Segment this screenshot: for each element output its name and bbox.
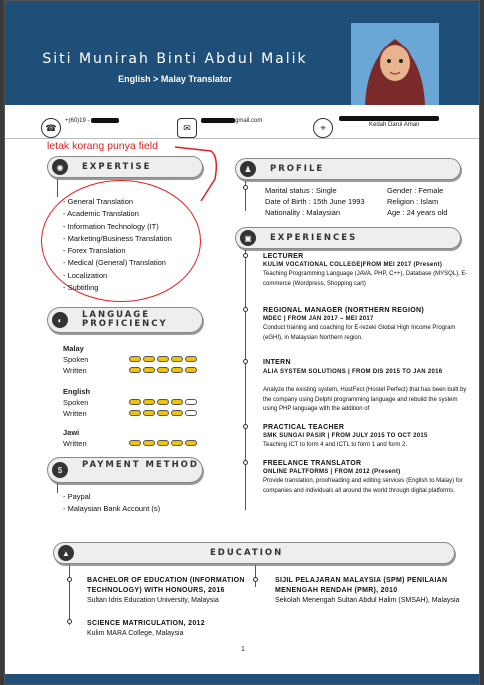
- proficiency-pill-filled: [129, 367, 141, 373]
- skill-label: Written: [63, 439, 87, 448]
- proficiency-pill-filled: [143, 356, 155, 362]
- skill-bar: [129, 440, 197, 446]
- profile-field: Religion : Islam: [387, 197, 439, 206]
- expertise-title: EXPERTISE: [82, 162, 152, 172]
- briefcase-icon: ▣: [240, 230, 256, 246]
- experience-title: FREELANCE TRANSLATOR: [263, 460, 362, 467]
- proficiency-pill-filled: [171, 440, 183, 446]
- proficiency-pill-filled: [157, 440, 169, 446]
- email-suffix: gmail.com: [235, 118, 263, 125]
- expertise-list: [63, 196, 172, 294]
- footer-bar: [5, 674, 480, 685]
- experience-org: MDEC | FROM JAN 2017 – MEI 2017: [263, 316, 374, 322]
- profile-field: Gender : Female: [387, 186, 444, 195]
- language-name: English: [63, 387, 91, 396]
- expertise-item: - Forex Translation: [63, 246, 126, 256]
- skill-bar: [129, 356, 197, 362]
- section-experiences: [235, 227, 461, 249]
- section-expertise: [47, 156, 203, 178]
- education-org: Kulim MARA College, Malaysia: [87, 630, 184, 637]
- expertise-item: - Information Technology (IT): [63, 221, 159, 231]
- profile-left: [265, 185, 365, 218]
- timeline-dot: [243, 359, 248, 364]
- timeline-dot: [243, 424, 248, 429]
- timeline-dot: [243, 460, 248, 465]
- experience-title: LECTURER: [263, 253, 304, 260]
- timeline-dot: [243, 185, 248, 190]
- experience-org: KULIM VOCATIONAL COLLEGE|FROM MEI 2017 (Present): [263, 262, 443, 268]
- proficiency-pill-filled: [171, 367, 183, 373]
- timeline-dot: [243, 253, 248, 258]
- experience-desc: Teaching ICT to form 4 and ICTL to form 1 and form 2.: [263, 442, 408, 448]
- proficiency-pill-filled: [185, 356, 197, 362]
- timeline-dot: [67, 619, 72, 624]
- wallet-icon: $: [52, 462, 68, 478]
- proficiency-pill-filled: [143, 410, 155, 416]
- section-payment: [47, 457, 203, 483]
- language-name: Malay: [63, 344, 84, 353]
- education-title: EDUCATION: [210, 548, 284, 558]
- proficiency-pill-filled: [171, 410, 183, 416]
- lightbulb-icon: ◉: [52, 159, 68, 175]
- proficiency-pill-filled: [143, 440, 155, 446]
- section-education: [53, 542, 455, 564]
- experience-org: SMK SUNGAI PASIR | FROM JULY 2015 TO OCT 2015: [263, 433, 428, 439]
- expertise-item: - Localization: [63, 270, 108, 280]
- payment-title: PAYMENT METHOD: [82, 460, 199, 470]
- skill-bar: [129, 399, 197, 405]
- proficiency-pill-filled: [129, 399, 141, 405]
- profile-title: PROFILE: [270, 164, 325, 174]
- profile-field: Marital status : Single: [265, 186, 337, 195]
- proficiency-pill-filled: [129, 440, 141, 446]
- resume-page: [4, 0, 480, 685]
- payment-list: [63, 491, 160, 516]
- skill-label: Spoken: [63, 355, 89, 364]
- phone-icon: ☎: [41, 118, 61, 138]
- proficiency-pill-filled: [143, 399, 155, 405]
- skill-bar: [129, 410, 197, 416]
- experience-title: REGIONAL MANAGER (NORTHERN REGION): [263, 307, 424, 314]
- language-icon: ◐: [52, 312, 68, 328]
- proficiency-pill-empty: [185, 399, 197, 405]
- proficiency-pill-filled: [171, 399, 183, 405]
- timeline-line: [245, 250, 246, 510]
- annotation-note: letak korang punya field: [47, 140, 158, 152]
- language-name: Jawi: [63, 428, 80, 437]
- timeline-line: [57, 483, 58, 493]
- page-number: 1: [241, 646, 245, 653]
- proficiency-pill-filled: [171, 356, 183, 362]
- proficiency-pill-filled: [129, 410, 141, 416]
- expertise-item: - Academic Translation: [63, 209, 139, 219]
- person-icon: ♟: [240, 161, 256, 177]
- expertise-item: - General Translation: [63, 197, 134, 206]
- experience-title: INTERN: [263, 359, 291, 366]
- education-org: Sekolah Menengah Sultan Abdul Halim (SMSAH), Malaysia: [275, 597, 460, 604]
- timeline-dot: [243, 307, 248, 312]
- education-title-item: SCIENCE MATRICULATION, 2012: [87, 620, 205, 627]
- expertise-item: - Medical (General) Translation: [63, 258, 166, 268]
- payment-item: - Paypal: [63, 492, 91, 501]
- candidate-name: Siti Munirah Binti Abdul Malik: [42, 51, 308, 67]
- expertise-item: - Marketing/Business Translation: [63, 233, 172, 243]
- profile-field: Date of Birth : 15th June 1993: [265, 197, 365, 206]
- experience-org: ONLINE PALTFORMS | FROM 2012 (Present): [263, 469, 401, 475]
- section-language: [47, 307, 203, 333]
- skill-bar: [129, 367, 197, 373]
- proficiency-pill-empty: [185, 410, 197, 416]
- experience-desc: Conduct training and coaching for E-rezeki Global High Income Program (eGHI), in Malaysian Northern region.: [263, 325, 456, 341]
- payment-item: - Malaysian Bank Account (s): [63, 504, 161, 514]
- skill-label: Written: [63, 366, 87, 375]
- profile-field: Age : 24 years old: [387, 208, 448, 217]
- candidate-subtitle: English > Malay Translator: [118, 74, 232, 84]
- experiences-title: EXPERIENCES: [270, 233, 358, 243]
- proficiency-pill-filled: [157, 367, 169, 373]
- profile-field: Nationality : Malaysian: [265, 208, 341, 217]
- experience-desc: Analyze the existing system, HostFect (Hostel Perfect) that has been built by the company using Delphi programming language and rebuild the system using PHP language with the addition of: [263, 387, 467, 412]
- phone-prefix: +(60)19 -: [65, 118, 90, 125]
- proficiency-pill-filled: [129, 356, 141, 362]
- proficiency-pill-filled: [143, 367, 155, 373]
- proficiency-pill-filled: [157, 399, 169, 405]
- proficiency-pill-filled: [185, 440, 197, 446]
- experience-title: PRACTICAL TEACHER: [263, 424, 345, 431]
- proficiency-pill-filled: [157, 356, 169, 362]
- skill-label: Spoken: [63, 398, 89, 407]
- experience-desc: Teaching Programming Language (JAVA, PHP, C++), Database (MYSQL), E-commerce (Wordpress, Shopping cart): [263, 271, 468, 287]
- education-title-item: BACHELOR OF EDUCATION (INFORMATION TECHNOLOGY) WITH HONOURS, 2016: [87, 577, 245, 594]
- timeline-line: [57, 179, 58, 197]
- timeline-dot: [253, 577, 258, 582]
- proficiency-pill-filled: [185, 367, 197, 373]
- address-tail: Kedah Darul Aman: [369, 122, 420, 129]
- experience-org: ALIA SYSTEM SOLUTIONS | FROM DIS 2015 TO JAN 2016: [263, 369, 443, 375]
- experience-desc: Provide translation, proofreading and editing services (English to Malay) for companies and individuals all around the world through digital platforms.: [263, 478, 463, 494]
- timeline-line: [69, 565, 70, 625]
- location-icon: ⌖: [313, 118, 333, 138]
- skill-label: Written: [63, 409, 87, 418]
- section-profile: [235, 158, 461, 180]
- language-title: LANGUAGE PROFICIENCY: [82, 310, 168, 329]
- education-title-item: SIJIL PELAJARAN MALAYSIA (SPM) PENILAIAN MENENGAH RENDAH (PMR), 2010: [275, 577, 448, 594]
- proficiency-pill-filled: [157, 410, 169, 416]
- graduation-cap-icon: ▲: [58, 545, 74, 561]
- email-icon: ✉: [177, 118, 197, 138]
- expertise-item: - Subtitling: [63, 283, 99, 293]
- timeline-dot: [67, 577, 72, 582]
- profile-right: [387, 185, 447, 218]
- education-org: Sultan Idris Education University, Malaysia: [87, 597, 219, 604]
